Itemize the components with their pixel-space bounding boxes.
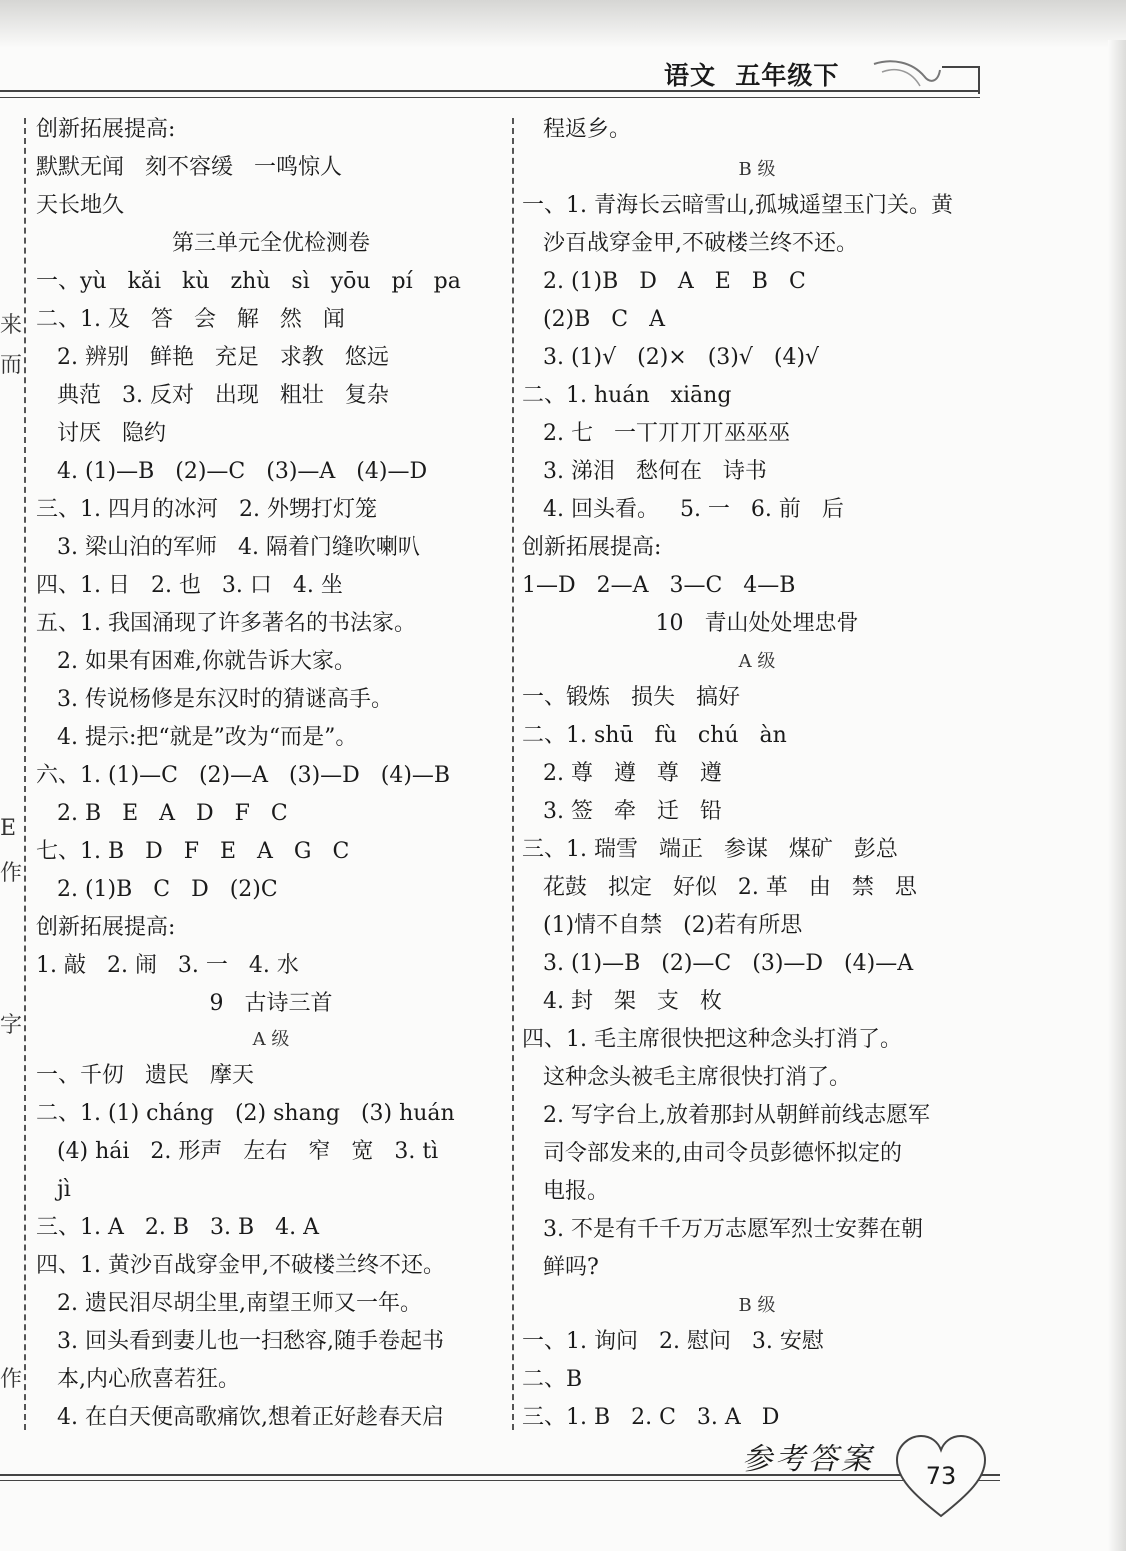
- answer-line: 四、1. 日 2. 也 3. 口 4. 坐: [36, 573, 343, 598]
- footer-answers-label: 参考答案: [742, 1442, 874, 1477]
- answer-line: 2. 如果有困难,你就告诉大家。: [36, 649, 356, 674]
- answer-line: 四、1. 毛主席很快把这种念头打消了。: [522, 1027, 902, 1052]
- edge-text: 字: [0, 1013, 23, 1038]
- answer-line: 2. 七 一丅丌丌丌巫巫巫: [522, 421, 790, 446]
- edge-text: E: [0, 816, 17, 841]
- answer-line: 三、1. 瑞雪 端正 参谋 煤矿 彭总: [522, 837, 898, 862]
- answer-line: 2. 遗民泪尽胡尘里,南望王师又一年。: [36, 1291, 422, 1316]
- answer-line: 一、1. 青海长云暗雪山,孤城遥望玉门关。黄: [522, 193, 953, 218]
- level-heading: A 级: [252, 1029, 290, 1050]
- answer-line: (4) hái 2. 形声 左右 窄 宽 3. tì: [36, 1139, 439, 1164]
- answer-line: 3. (1)—B (2)—C (3)—D (4)—A: [522, 951, 914, 976]
- answer-line: 一、yù kǎi kù zhù sì yōu pí pa: [36, 269, 461, 294]
- answer-line: 五、1. 我国涌现了许多著名的书法家。: [36, 611, 416, 636]
- answer-line: 2. 尊 遵 尊 遵: [522, 761, 722, 786]
- edge-text: 作: [0, 1367, 23, 1392]
- answer-line: 三、1. 四月的冰河 2. 外甥打灯笼: [36, 497, 377, 522]
- answer-line: 司令部发来的,由司令员彭德怀拟定的: [522, 1141, 902, 1166]
- answer-line: 天长地久: [36, 193, 125, 218]
- answer-line: 七、1. B D F E A G C: [36, 839, 350, 864]
- answer-line: 4. 回头看。 5. 一 6. 前 后: [522, 497, 844, 522]
- answer-line: 3. 传说杨修是东汉时的猜谜高手。: [36, 687, 393, 712]
- answer-line: 2. 写字台上,放着那封从朝鲜前线志愿军: [522, 1103, 930, 1128]
- answer-line: (2)B C A: [522, 307, 665, 332]
- section-heading: 9 古诗三首: [209, 991, 333, 1016]
- answer-line: 本,内心欣喜若狂。: [36, 1367, 240, 1392]
- answer-line: 2. (1)B C D (2)C: [36, 877, 278, 902]
- answer-line: 一、锻炼 损失 搞好: [522, 685, 740, 710]
- answer-line: 3. 涕泪 愁何在 诗书: [522, 459, 767, 484]
- level-heading: A 级: [738, 651, 776, 672]
- page-number: 73: [925, 1462, 957, 1490]
- level-heading: B 级: [738, 159, 776, 180]
- scan-shadow-top: [0, 0, 1126, 48]
- edge-text: 作: [0, 861, 23, 886]
- answer-line: 创新拓展提高:: [36, 915, 176, 940]
- answer-line: 3. 梁山泊的军师 4. 隔着门缝吹喇叭: [36, 535, 420, 560]
- answer-line: 一、千仞 遗民 摩天: [36, 1063, 254, 1088]
- answer-line: 三、1. A 2. B 3. B 4. A: [36, 1215, 319, 1240]
- page-header-title: 语文 五年级下: [664, 61, 840, 90]
- edge-text: 而: [0, 353, 23, 378]
- level-heading: B 级: [738, 1295, 776, 1316]
- answer-line: 3. 不是有千千万万志愿军烈士安葬在朝: [522, 1217, 923, 1242]
- footer-rule: [0, 1474, 1000, 1481]
- answer-line: 讨厌 隐约: [36, 421, 166, 446]
- answer-line: 2. (1)B D A E B C: [522, 269, 806, 294]
- answer-line: 四、1. 黄沙百战穿金甲,不破楼兰终不还。: [36, 1253, 445, 1278]
- answer-line: 2. B E A D F C: [36, 801, 288, 826]
- answer-line: 3. 签 牵 迁 铅: [522, 799, 722, 824]
- answer-line: 4. 提示:把“就是”改为“而是”。: [36, 725, 358, 750]
- header-rule: [0, 90, 980, 98]
- column-divider: [512, 118, 514, 1430]
- section-heading: 第三单元全优检测卷: [171, 231, 370, 256]
- answer-line: 电报。: [522, 1179, 609, 1204]
- answer-line: (1)情不自禁 (2)若有所思: [522, 913, 803, 938]
- edge-text: 来: [0, 313, 23, 338]
- left-margin-divider: [24, 118, 26, 1430]
- answer-line: 3. 回头看到妻儿也一扫愁容,随手卷起书: [36, 1329, 444, 1354]
- answer-line: 4. 在白天便高歌痛饮,想着正好趁春天启: [36, 1405, 444, 1430]
- answer-line: 这种念头被毛主席很快打消了。: [522, 1065, 851, 1090]
- answer-line: 三、1. B 2. C 3. A D: [522, 1405, 780, 1430]
- answer-line: 六、1. (1)—C (2)—A (3)—D (4)—B: [36, 763, 451, 788]
- answer-line: 沙百战穿金甲,不破楼兰终不还。: [522, 231, 858, 256]
- answer-line: 默默无闻 刻不容缓 一鸣惊人: [36, 155, 342, 180]
- answer-line: 创新拓展提高:: [36, 117, 176, 142]
- answer-line: jì: [36, 1177, 71, 1202]
- answer-line: 花鼓 拟定 好似 2. 革 由 禁 思: [522, 875, 917, 900]
- answer-line: 1. 敲 2. 闹 3. 一 4. 水: [36, 953, 299, 978]
- answer-line: 3. (1)√ (2)× (3)√ (4)√: [522, 345, 820, 370]
- answer-line: 创新拓展提高:: [522, 535, 662, 560]
- answer-line: 二、1. (1) cháng (2) shang (3) huán: [36, 1101, 455, 1126]
- answer-line: 一、1. 询问 2. 慰问 3. 安慰: [522, 1329, 824, 1354]
- scan-shadow-right: [1108, 40, 1126, 1551]
- answer-line: 4. (1)—B (2)—C (3)—A (4)—D: [36, 459, 428, 484]
- answer-line: 二、1. 及 答 会 解 然 闻: [36, 307, 345, 332]
- answer-line: 二、1. huán xiāng: [522, 383, 732, 408]
- answer-line: 程返乡。: [522, 117, 631, 142]
- answer-line: 典范 3. 反对 出现 粗壮 复杂: [36, 383, 389, 408]
- section-heading: 10 青山处处埋忠骨: [655, 611, 859, 636]
- answer-line: 2. 辨别 鲜艳 充足 求教 悠远: [36, 345, 389, 370]
- answer-line: 二、1. shū fù chú àn: [522, 723, 787, 748]
- answer-line: 1—D 2—A 3—C 4—B: [522, 573, 796, 598]
- answer-line: 鲜吗?: [522, 1255, 599, 1280]
- answer-line: 4. 封 架 支 枚: [522, 989, 722, 1014]
- answer-line: 二、B: [522, 1367, 583, 1392]
